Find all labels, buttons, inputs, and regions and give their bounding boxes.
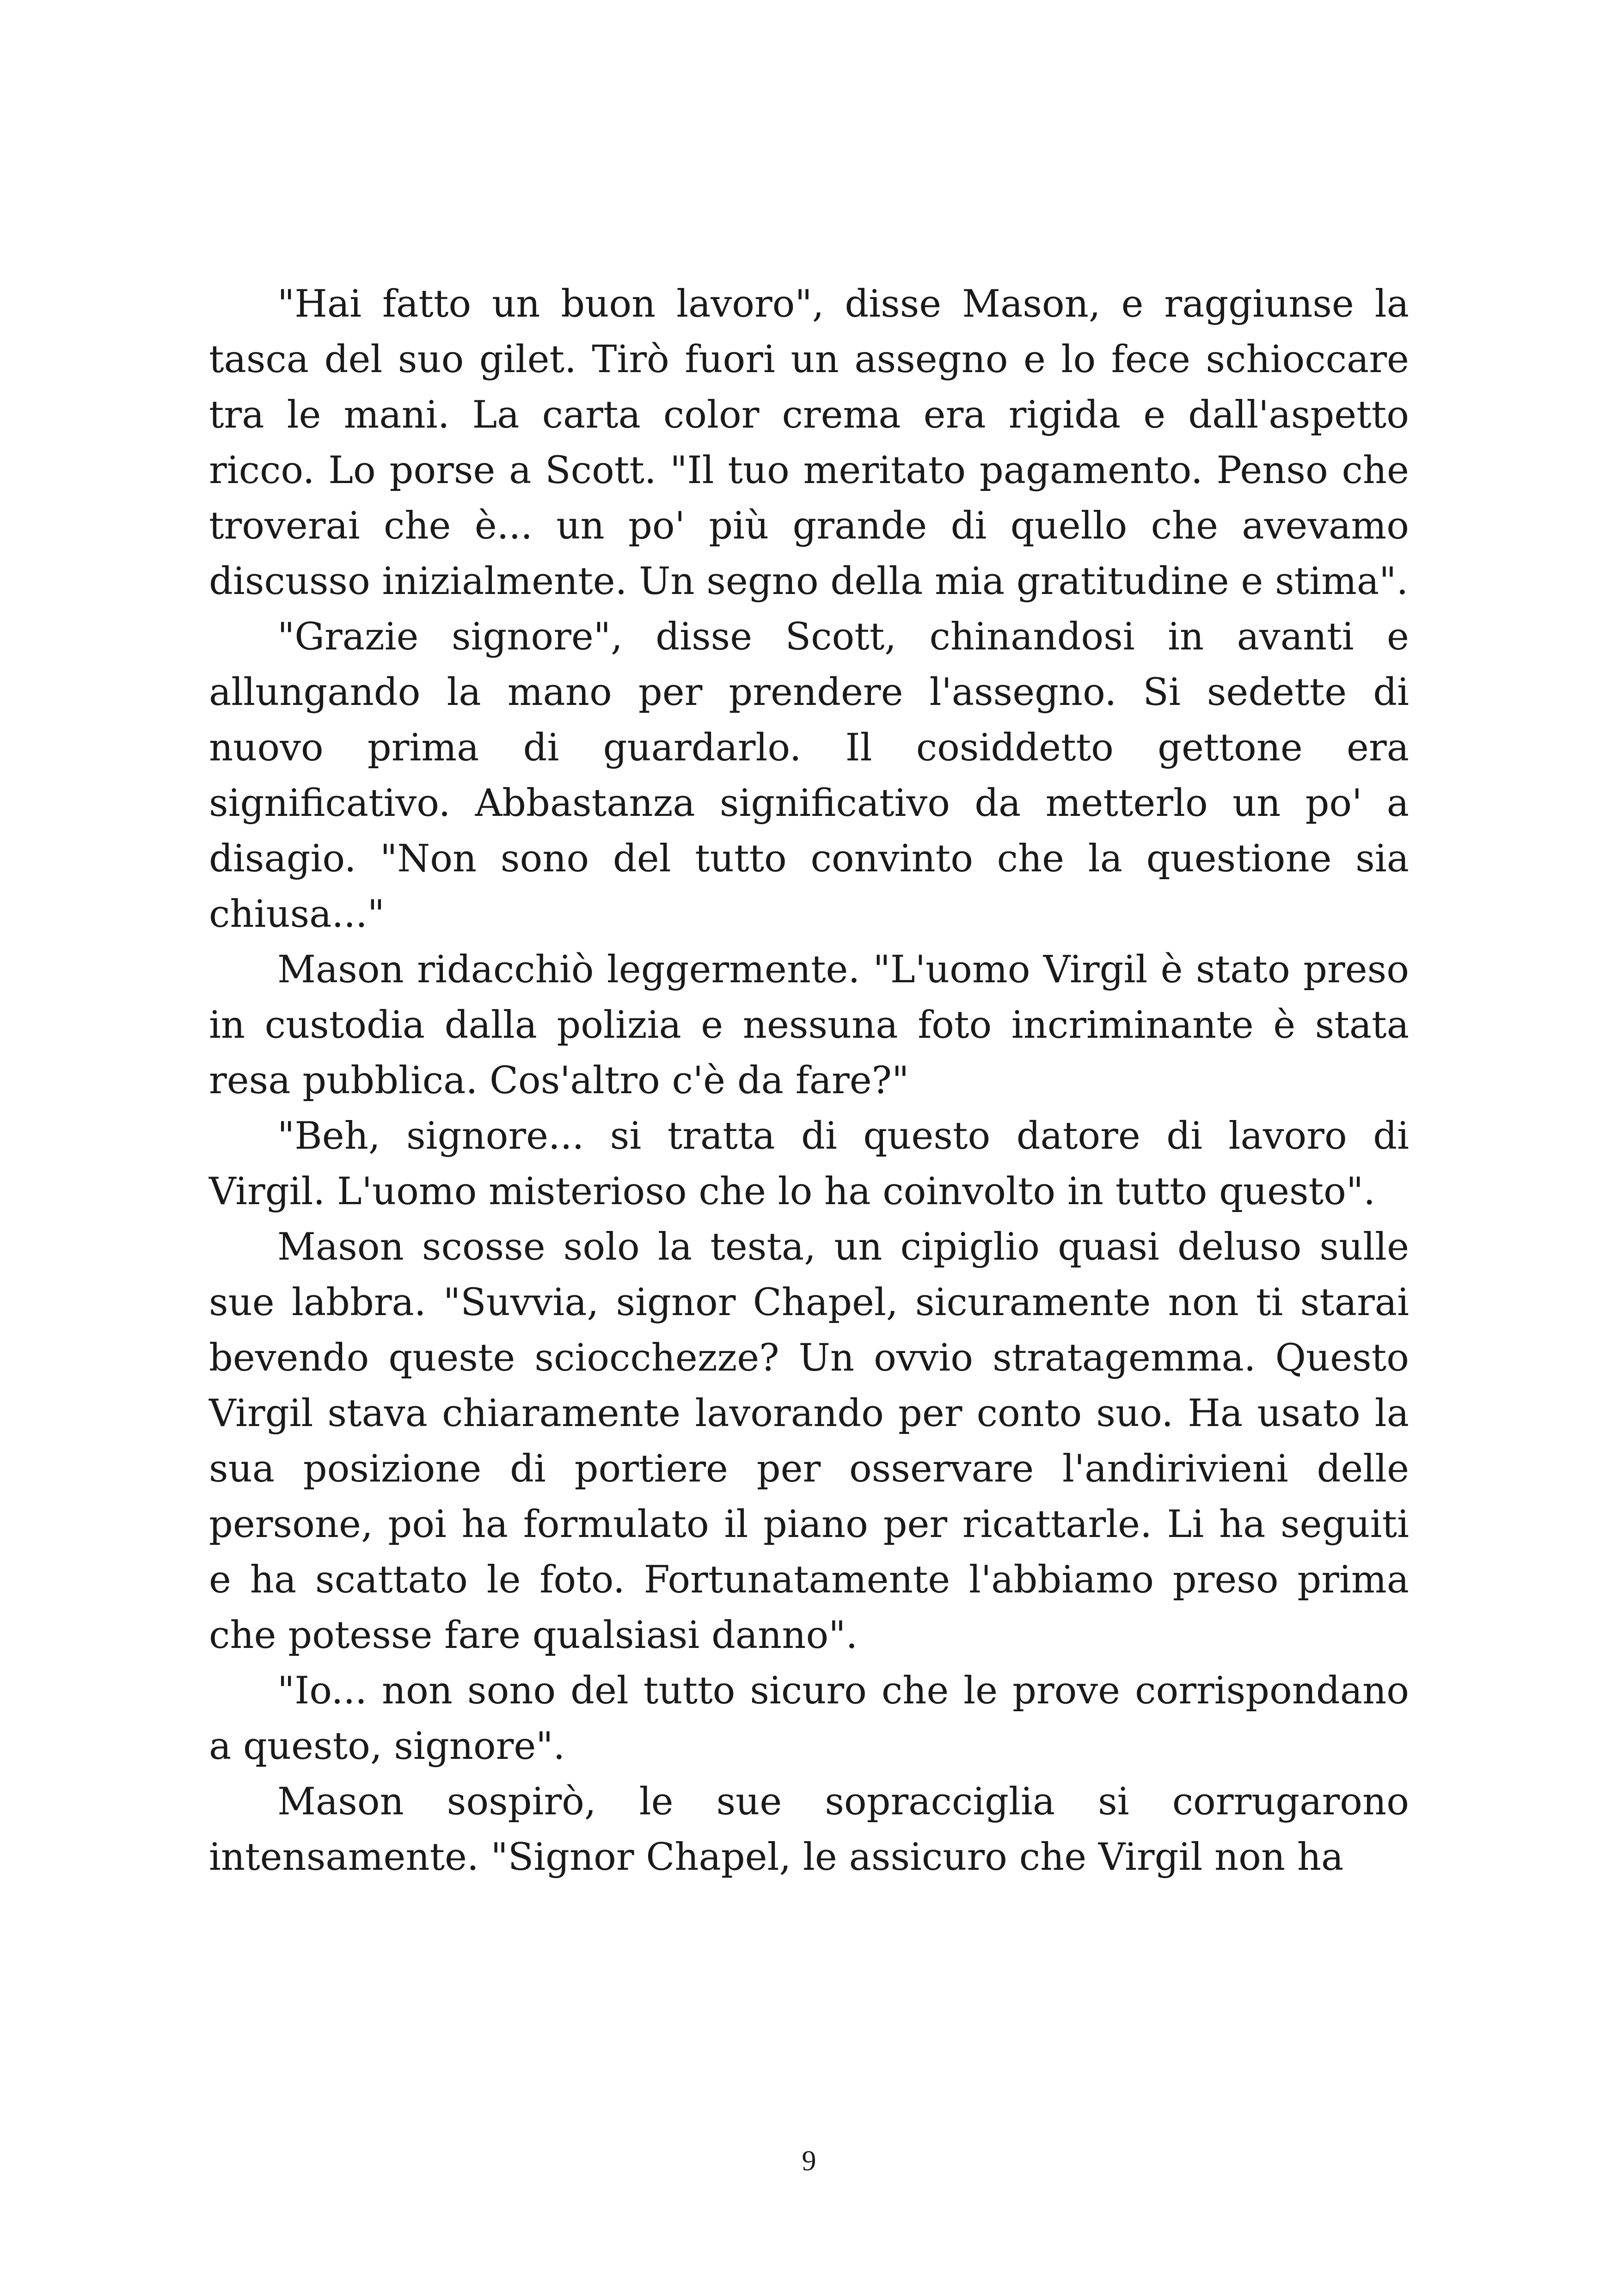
paragraph: "Hai fatto un buon lavoro", disse Mason, e raggiunse la tasca del suo gilet. Tirò fuori un assegno e lo fece schioccare tra le mani. La carta color crema era rigida e dall'aspetto ricco. Lo porse a Scott. "Il tuo meritato pagamento. Penso che troverai che è... un po' più grande di quello che avevamo discusso inizialmente. Un segno della mia gratitudine e stima". (209, 282, 1409, 603)
paragraph: Mason ridacchiò leggermente. "L'uomo Virgil è stato preso in custodia dalla polizia e nessuna foto incriminante è stata resa pubblica. Cos'altro c'è da fare?" (209, 948, 1409, 1102)
paragraph: "Beh, signore... si tratta di questo datore di lavoro di Virgil. L'uomo misterioso che lo ha coinvolto in tutto questo". (209, 1114, 1409, 1213)
paragraph: Mason scosse solo la testa, un cipiglio quasi deluso sulle sue labbra. "Suvvia, signor Chapel, sicuramente non ti starai bevendo queste sciocchezze? Un ovvio stratagemma. Questo Virgil stava chiaramente lavorando per conto suo. Ha usato la sua posizione di portiere per osservare l'andirivieni delle persone, poi ha formulato il piano per ricattarle. Li ha seguiti e ha scattato le foto. Fortunatamente l'abbiamo preso prima che potesse fare qualsiasi danno". (209, 1225, 1409, 1657)
paragraph: Mason sospirò, le sue sopracciglia si corrugarono intensamente. "Signor Chapel, le assicuro che Virgil non ha (209, 1780, 1409, 1879)
body-text (209, 276, 1409, 1885)
page-number: 9 (802, 2145, 816, 2177)
paragraph: "Grazie signore", disse Scott, chinandosi in avanti e allungando la mano per prendere l'assegno. Si sedette di nuovo prima di guardarlo. Il cosiddetto gettone era significativo. Abbastanza significativo da metterlo un po' a disagio. "Non sono del tutto convinto che la questione sia chiusa..." (209, 615, 1409, 936)
paragraph: "Io... non sono del tutto sicuro che le prove corrispondano a questo, signore". (209, 1669, 1409, 1768)
